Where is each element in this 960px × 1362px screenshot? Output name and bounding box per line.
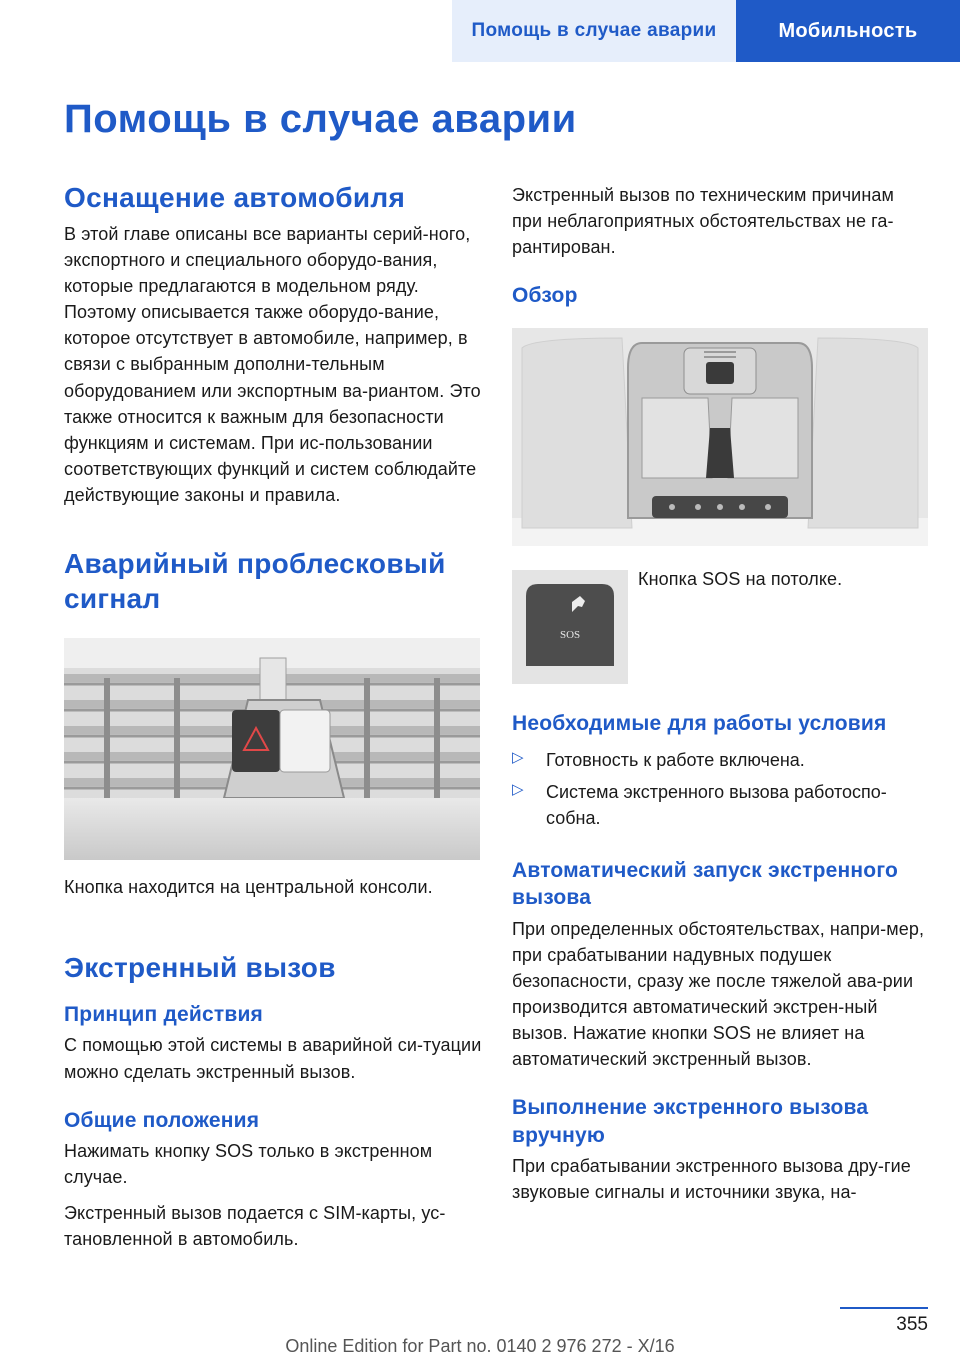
auto-call-heading: Автоматический запуск экстренного вызова <box>512 859 899 910</box>
header-chapter-tab[interactable]: Мобильность <box>736 0 960 62</box>
hazard-caption: Кнопка находится на центральной консоли. <box>64 877 433 898</box>
equipment-text: В этой главе описаны все варианты серий-ного, экспортного и специального оборудо-вания, которые предлагаются в модельном ряду. Поэтому описывается также оборудо-вание, которое отсутствует в автомобиле, например, в связи с выбранным дополни-тельным оборудованием или экспортным ва-риантом. Это также относится к важным для безопасности функциям и системам. При ис-пользовании соответствующих функций и систем соблюдайте действующие законы и правила. <box>64 224 481 505</box>
general-heading: Общие положения <box>64 1108 260 1132</box>
auto-call-text: При определенных обстоятельствах, напри-мер, при срабатывании надувных подушек безопасности, сразу же после тяжелой ава-рии производится автоматический экстрен-ный вызов. Нажатие кнопки SOS не влияет на автоматический экстренный вызов. <box>512 918 925 1070</box>
footer-divider <box>840 1307 928 1309</box>
equipment-heading: Оснащение автомобиля <box>64 182 406 213</box>
hazard-heading: Аварийный проблесковый сигнал <box>64 548 446 615</box>
sos-figure <box>512 570 928 684</box>
hazard-button-image <box>64 638 480 860</box>
sos-label: SOS <box>560 628 581 641</box>
list-item <box>512 747 928 773</box>
header-section-tab[interactable]: Помощь в случае аварии <box>452 0 736 62</box>
intro-text: Экстренный вызов по техническим причинам при неблагоприятных обстоятельствах не га-рантирован. <box>512 185 894 258</box>
manual-call-text: При срабатывании экстренного вызова дру-гие звуковые сигналы и источники звука, на- <box>512 1155 911 1202</box>
principle-text: С помощью этой системы в аварийной си-туации можно сделать экстренный вызов. <box>64 1035 482 1082</box>
condition-text: Готовность к работе включена. <box>546 749 805 770</box>
right-column <box>512 182 928 1205</box>
triangle-bullet-icon: ▷ <box>512 780 524 798</box>
conditions-list <box>512 747 928 831</box>
edition-footer: Online Edition for Part no. 0140 2 976 272 - X/16 <box>285 1336 675 1356</box>
sos-caption: Кнопка SOS на потолке. <box>638 568 843 589</box>
ceiling-console-image <box>512 328 928 546</box>
general-text-2: Экстренный вызов подается с SIM-карты, ус-тановленной в автомобиль. <box>64 1203 446 1250</box>
principle-heading: Принцип действия <box>64 1003 264 1027</box>
sos-button-image <box>512 570 628 684</box>
triangle-bullet-icon: ▷ <box>512 748 524 766</box>
condition-text: Система экстренного вызова работоспо-собна. <box>546 781 887 829</box>
list-item <box>512 779 928 831</box>
conditions-heading: Необходимые для работы условия <box>512 711 887 735</box>
manual-call-heading: Выполнение экстренного вызова вручную <box>512 1096 869 1147</box>
page-number: 355 <box>896 1314 928 1335</box>
left-column <box>64 180 482 1252</box>
page-title: Помощь в случае аварии <box>64 97 577 141</box>
general-text-1: Нажимать кнопку SOS только в экстренном случае. <box>64 1140 433 1187</box>
overview-heading: Обзор <box>512 284 578 308</box>
emergency-heading: Экстренный вызов <box>64 952 336 984</box>
